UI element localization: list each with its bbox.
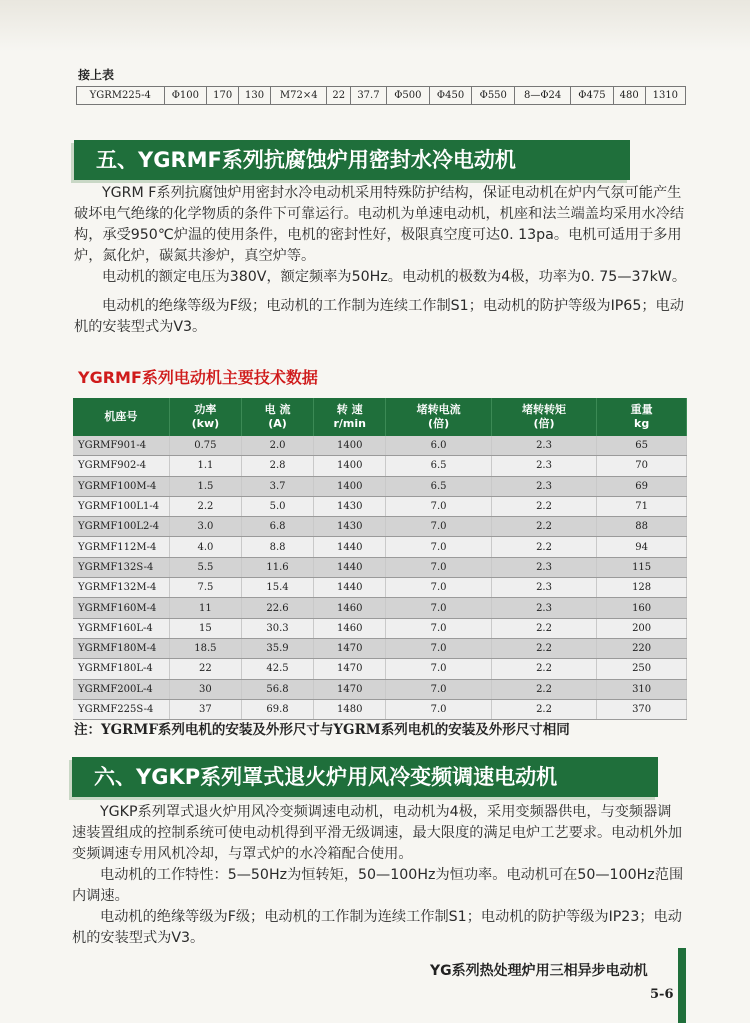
table-cell: 1440 xyxy=(314,557,386,577)
spec-header-unit: r/min xyxy=(333,417,366,430)
table-cell: 1460 xyxy=(314,598,386,618)
spec-header-cell xyxy=(597,398,687,436)
table-cell: 2.3 xyxy=(491,578,596,598)
table-cell: 5.5 xyxy=(169,557,241,577)
continued-cell: Φ100 xyxy=(164,87,207,105)
table-cell: 7.0 xyxy=(386,699,491,719)
continued-label: 接上表 xyxy=(78,68,115,82)
spec-header-cell xyxy=(73,398,169,436)
table-cell: 70 xyxy=(597,456,687,476)
continued-cell: Φ475 xyxy=(571,87,614,105)
spec-header-label: 堵转电流 xyxy=(416,403,461,416)
spec-header-unit: (倍) xyxy=(428,417,450,430)
table-cell: YGRMF160L-4 xyxy=(73,618,169,638)
table-cell: 11 xyxy=(169,598,241,618)
table-cell: 6.5 xyxy=(386,456,491,476)
table-cell: 22.6 xyxy=(242,598,314,618)
spec-header-label: 重量 xyxy=(630,403,653,416)
spec-table-title: YGRMF系列电动机主要技术数据 xyxy=(78,368,318,387)
table-cell: 37 xyxy=(169,699,241,719)
table-cell: 65 xyxy=(597,436,687,456)
table-row xyxy=(73,537,687,557)
spec-header-cell xyxy=(242,398,314,436)
table-row xyxy=(73,578,687,598)
spec-header-unit: (kw) xyxy=(191,417,220,430)
continued-cell: M72×4 xyxy=(270,87,327,105)
table-cell: 7.0 xyxy=(386,598,491,618)
table-cell: 7.0 xyxy=(386,659,491,679)
table-cell: 6.0 xyxy=(386,436,491,456)
table-cell: 7.0 xyxy=(386,517,491,537)
table-cell: 7.0 xyxy=(386,578,491,598)
table-cell: 2.2 xyxy=(491,638,596,658)
footer-side-bar xyxy=(678,948,686,1023)
table-cell: 310 xyxy=(597,679,687,699)
table-cell: 69 xyxy=(597,476,687,496)
section5-paragraph-1: YGRM F系列抗腐蚀炉用密封水冷电动机采用特殊防护结构，保证电动机在炉内气氛可能产生破坏电气绝缘的化学物质的条件下可靠运行。电动机为单速电动机，机座和法兰端盖均采用水冷结构，承受950℃炉温的使用条件，电机的密封性好，极限真空度可达0. 13pa。电机可适用于多用炉，氮化炉，碳氮共渗炉，真空炉等。 xyxy=(74,185,685,264)
spec-header-unit: (倍) xyxy=(533,417,555,430)
table-cell: 7.5 xyxy=(169,578,241,598)
table-cell: YGRMF100L2-4 xyxy=(73,517,169,537)
table-cell: YGRMF160M-4 xyxy=(73,598,169,618)
table-row xyxy=(73,659,687,679)
table-row xyxy=(73,679,687,699)
table-cell: 2.3 xyxy=(491,557,596,577)
table-row xyxy=(73,598,687,618)
table-cell: 7.0 xyxy=(386,496,491,516)
table-cell: 200 xyxy=(597,618,687,638)
continued-table xyxy=(76,86,686,105)
table-cell: 115 xyxy=(597,557,687,577)
page-number: 5-6 xyxy=(650,987,674,1002)
spec-table-body xyxy=(73,436,687,720)
table-row xyxy=(73,456,687,476)
spec-header-unit: kg xyxy=(634,417,650,430)
continued-row xyxy=(77,87,686,105)
table-cell: 22 xyxy=(169,659,241,679)
table-row xyxy=(73,638,687,658)
continued-cell: 22 xyxy=(327,87,350,105)
continued-cell: 130 xyxy=(239,87,271,105)
table-cell: 2.2 xyxy=(491,496,596,516)
table-cell: 2.3 xyxy=(491,476,596,496)
spec-header-label: 机座号 xyxy=(104,410,138,423)
table-cell: YGRMF132M-4 xyxy=(73,578,169,598)
continued-cell: Φ450 xyxy=(429,87,472,105)
table-cell: YGRMF225S-4 xyxy=(73,699,169,719)
table-cell: 8.8 xyxy=(242,537,314,557)
table-cell: 1400 xyxy=(314,476,386,496)
spec-header-label: 电 流 xyxy=(264,403,291,416)
table-cell: 220 xyxy=(597,638,687,658)
section5-paragraph-2: 电动机的额定电压为380V，额定频率为50Hz。电动机的极数为4极，功率为0. 75—37kW。 xyxy=(102,269,687,285)
table-cell: 1430 xyxy=(314,496,386,516)
table-cell: 2.3 xyxy=(491,436,596,456)
spec-table-header xyxy=(73,398,687,436)
table-cell: 1.1 xyxy=(169,456,241,476)
table-cell: 1470 xyxy=(314,659,386,679)
table-cell: 1460 xyxy=(314,618,386,638)
table-cell: 2.2 xyxy=(169,496,241,516)
table-cell: 128 xyxy=(597,578,687,598)
table-cell: 2.2 xyxy=(491,537,596,557)
table-cell: 88 xyxy=(597,517,687,537)
continued-cell: Φ550 xyxy=(472,87,515,105)
spec-header-label: 堵转转矩 xyxy=(522,403,567,416)
table-cell: 42.5 xyxy=(242,659,314,679)
table-cell: 15 xyxy=(169,618,241,638)
table-cell: 2.3 xyxy=(491,456,596,476)
table-cell: YGRMF112M-4 xyxy=(73,537,169,557)
spec-header-cell xyxy=(314,398,386,436)
table-row xyxy=(73,436,687,456)
continued-cell: Φ500 xyxy=(386,87,429,105)
table-row xyxy=(73,496,687,516)
table-row xyxy=(73,699,687,719)
table-cell: 2.8 xyxy=(242,456,314,476)
section6-body xyxy=(72,802,684,949)
footer-title: YG系列热处理炉用三相异步电动机 xyxy=(430,963,648,979)
table-cell: 4.0 xyxy=(169,537,241,557)
continued-cell: 170 xyxy=(207,87,239,105)
spec-table xyxy=(73,398,687,720)
table-cell: 7.0 xyxy=(386,638,491,658)
table-cell: 18.5 xyxy=(169,638,241,658)
table-cell: 2.0 xyxy=(242,436,314,456)
table-cell: 2.2 xyxy=(491,618,596,638)
table-cell: 5.0 xyxy=(242,496,314,516)
table-cell: YGRMF200L-4 xyxy=(73,679,169,699)
table-cell: YGRMF180L-4 xyxy=(73,659,169,679)
table-cell: 69.8 xyxy=(242,699,314,719)
table-cell: 56.8 xyxy=(242,679,314,699)
table-cell: 1470 xyxy=(314,679,386,699)
table-cell: 1440 xyxy=(314,537,386,557)
table-note: 注：YGRMF系列电机的安装及外形尺寸与YGRM系列电机的安装及外形尺寸相同 xyxy=(74,722,570,738)
table-cell: YGRMF901-4 xyxy=(73,436,169,456)
table-cell: YGRMF902-4 xyxy=(73,456,169,476)
table-cell: 250 xyxy=(597,659,687,679)
section5-body xyxy=(74,183,686,338)
table-cell: YGRMF132S-4 xyxy=(73,557,169,577)
spec-header-cell xyxy=(386,398,491,436)
section6-paragraph-2: 电动机的工作特性：5—50Hz为恒转矩，50—100Hz为恒功率。电动机可在50—100Hz范围内调速。 xyxy=(72,867,684,904)
table-cell: 71 xyxy=(597,496,687,516)
table-cell: 6.5 xyxy=(386,476,491,496)
table-cell: YGRMF100M-4 xyxy=(73,476,169,496)
section6-paragraph-1: YGKP系列罩式退火炉用风冷变频调速电动机，电动机为4极，采用变频器供电，与变频器调速装置组成的控制系统可使电动机得到平滑无级调速，最大限度的满足电炉工艺要求。电动机外加变频调速专用风机冷却，与罩式炉的水冷箱配合使用。 xyxy=(72,804,683,862)
table-cell: 1400 xyxy=(314,456,386,476)
spec-header-label: 转 速 xyxy=(336,403,363,416)
table-cell: 94 xyxy=(597,537,687,557)
table-cell: 2.2 xyxy=(491,679,596,699)
table-cell: 1440 xyxy=(314,578,386,598)
table-cell: 6.8 xyxy=(242,517,314,537)
table-cell: 3.7 xyxy=(242,476,314,496)
table-cell: 2.2 xyxy=(491,659,596,679)
table-cell: 30.3 xyxy=(242,618,314,638)
table-cell: 370 xyxy=(597,699,687,719)
table-cell: 2.3 xyxy=(491,598,596,618)
continued-cell: 1310 xyxy=(645,87,685,105)
table-row xyxy=(73,517,687,537)
section5-paragraph-3: 电动机的绝缘等级为F级；电动机的工作制为连续工作制S1；电动机的防护等级为IP65；电动机的安装型式为V3。 xyxy=(74,298,684,335)
table-cell: 15.4 xyxy=(242,578,314,598)
table-cell: 0.75 xyxy=(169,436,241,456)
table-cell: 3.0 xyxy=(169,517,241,537)
table-row xyxy=(73,618,687,638)
continued-cell: 37.7 xyxy=(350,87,386,105)
table-cell: YGRMF180M-4 xyxy=(73,638,169,658)
table-cell: 1480 xyxy=(314,699,386,719)
table-cell: 2.2 xyxy=(491,699,596,719)
table-row xyxy=(73,476,687,496)
table-cell: 7.0 xyxy=(386,618,491,638)
table-cell: YGRMF100L1-4 xyxy=(73,496,169,516)
table-cell: 1430 xyxy=(314,517,386,537)
section6-paragraph-3: 电动机的绝缘等级为F级；电动机的工作制为连续工作制S1；电动机的防护等级为IP23；电动机的安装型式为V3。 xyxy=(72,909,682,946)
section6-title: 六、YGKP系列罩式退火炉用风冷变频调速电动机 xyxy=(72,757,658,797)
table-cell: 35.9 xyxy=(242,638,314,658)
table-cell: 7.0 xyxy=(386,679,491,699)
table-cell: 1.5 xyxy=(169,476,241,496)
spec-header-label: 功率 xyxy=(194,403,217,416)
continued-cell: 480 xyxy=(613,87,645,105)
table-cell: 11.6 xyxy=(242,557,314,577)
table-row xyxy=(73,557,687,577)
spec-header-cell xyxy=(169,398,241,436)
continued-cell: 8—Φ24 xyxy=(515,87,571,105)
table-cell: 7.0 xyxy=(386,557,491,577)
spec-header-unit: (A) xyxy=(268,417,287,430)
table-cell: 30 xyxy=(169,679,241,699)
table-cell: 1400 xyxy=(314,436,386,456)
table-cell: 2.2 xyxy=(491,517,596,537)
section5-title: 五、YGRMF系列抗腐蚀炉用密封水冷电动机 xyxy=(74,140,630,180)
continued-cell: YGRM225-4 xyxy=(77,87,165,105)
table-cell: 160 xyxy=(597,598,687,618)
table-cell: 7.0 xyxy=(386,537,491,557)
page-top-edge xyxy=(0,0,750,52)
spec-header-cell xyxy=(491,398,596,436)
table-cell: 1470 xyxy=(314,638,386,658)
